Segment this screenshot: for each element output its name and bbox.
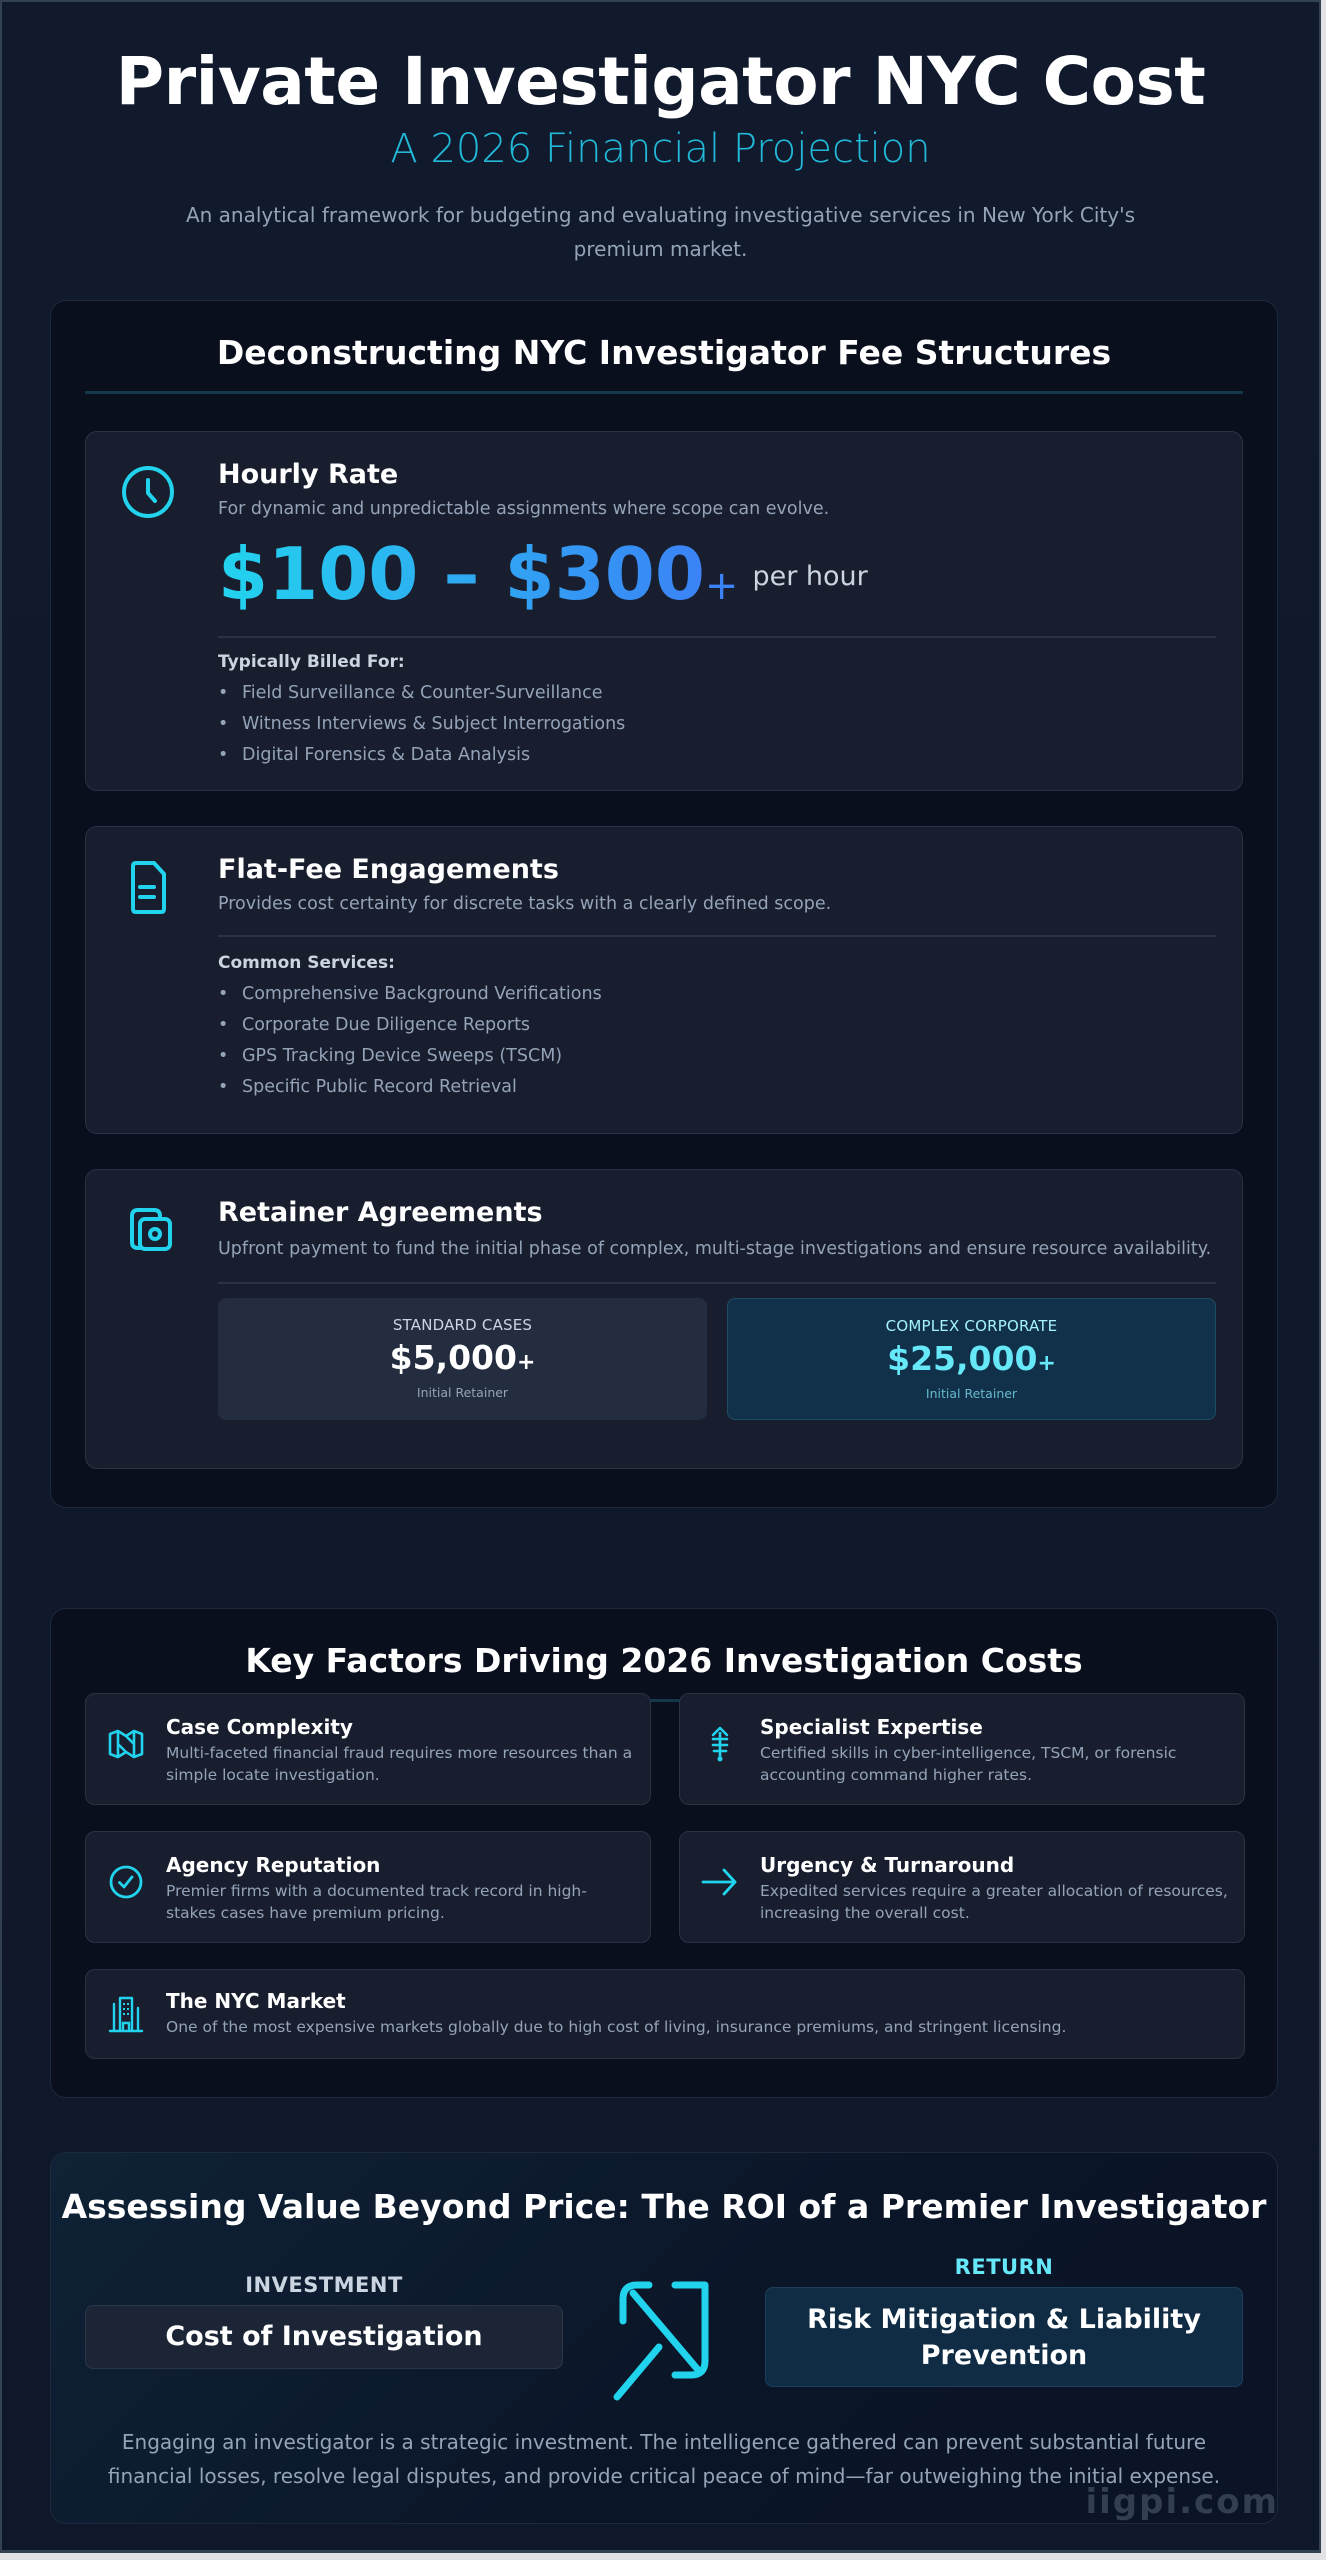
section-divider	[85, 391, 1243, 394]
factor-title: The NYC Market	[166, 1989, 346, 2013]
roi-section	[50, 2152, 1278, 2524]
watermark: iigpi.com	[1085, 2482, 1279, 2522]
page-subtitle: A 2026 Financial Projection	[390, 126, 931, 172]
tier-note: Initial Retainer	[416, 1385, 509, 1400]
arrow-right-icon	[700, 1862, 740, 1902]
factor-description: Certified skills in cyber-intelligence, TSCM, or forensic accounting command higher rates.	[760, 1744, 1177, 1784]
price-unit: per hour	[752, 561, 868, 592]
retainer-tiers	[218, 1298, 1216, 1422]
list-title: Typically Billed For:	[218, 652, 405, 672]
factor-title: Specialist Expertise	[760, 1715, 983, 1739]
price-plus: +	[704, 563, 739, 609]
factor-nyc-market	[85, 1969, 1245, 2059]
card-divider	[218, 636, 1216, 638]
clock-icon	[118, 462, 178, 522]
card-description: For dynamic and unpredictable assignments where scope can evolve.	[218, 499, 830, 519]
list-item: • Field Surveillance & Counter-Surveillance	[218, 678, 1216, 709]
card-description: Upfront payment to fund the initial phase of complex, multi-stage investigations and ensure resource availability.	[218, 1239, 1212, 1259]
intro-text: An analytical framework for budgeting and evaluating investigative services in New York City's premium market.	[185, 203, 1136, 261]
factor-description: Multi-faceted financial fraud requires more resources than a simple locate investigation.	[166, 1744, 633, 1784]
tier-amount	[218, 1338, 707, 1383]
section-title: Deconstructing NYC Investigator Fee Structures	[216, 333, 1112, 372]
tier-note: Initial Retainer	[925, 1386, 1018, 1401]
list-item: • Specific Public Record Retrieval	[218, 1072, 1216, 1103]
billed-for-list	[218, 678, 1216, 771]
list-item: • Witness Interviews & Subject Interrogations	[218, 709, 1216, 740]
factor-title: Case Complexity	[166, 1715, 353, 1739]
factor-description: One of the most expensive markets globally due to high cost of living, insurance premiums, and stringent licensing.	[166, 2018, 1067, 2036]
factor-urgency-turnaround	[679, 1831, 1245, 1943]
list-item: • Comprehensive Background Verifications	[218, 979, 1216, 1010]
page-title: Private Investigator NYC Cost	[115, 43, 1206, 120]
factor-agency-reputation	[85, 1831, 651, 1943]
factor-title: Urgency & Turnaround	[760, 1853, 1015, 1877]
return-box: Risk Mitigation & Liability Prevention	[765, 2287, 1243, 2387]
card-title: Flat-Fee Engagements	[218, 854, 559, 885]
closing-statement: Engaging an investigator is a strategic investment. The intelligence gathered can prevent substantial future financial losses, resolve legal disputes, and provide critical peace of mind—far outweighing the initial expense.	[107, 2430, 1221, 2488]
list-item: • Digital Forensics & Data Analysis	[218, 740, 1216, 771]
list-item: • Corporate Due Diligence Reports	[218, 1010, 1216, 1041]
card-divider	[218, 935, 1216, 937]
hourly-price	[218, 534, 1216, 626]
tier-amount-plus: +	[1037, 1351, 1056, 1376]
list-title: Common Services:	[218, 953, 395, 973]
tier-amount	[728, 1339, 1215, 1384]
tier-amount-value: $5,000	[389, 1338, 517, 1377]
map-icon	[106, 1724, 146, 1764]
card-description: Provides cost certainty for discrete tasks with a clearly defined scope.	[218, 894, 832, 914]
factor-description: Premier firms with a documented track record in high-stakes cases have premium pricing.	[166, 1882, 587, 1922]
card-title: Hourly Rate	[218, 459, 399, 490]
retainer-card	[85, 1169, 1243, 1469]
antenna-icon	[700, 1724, 740, 1764]
key-factors-section	[50, 1608, 1278, 2098]
factor-specialist-expertise	[679, 1693, 1245, 1805]
exchange-arrows-icon	[599, 2271, 729, 2401]
hero-header	[2, 2, 1319, 266]
building-icon	[106, 1994, 146, 2034]
card-title: Retainer Agreements	[218, 1197, 543, 1228]
retainer-tier-complex	[727, 1298, 1216, 1420]
tier-amount-plus: +	[516, 1350, 536, 1375]
tier-label: STANDARD CASES	[392, 1316, 533, 1334]
tier-label: COMPLEX CORPORATE	[885, 1317, 1058, 1335]
price-range: $100 – $300	[218, 532, 705, 616]
retainer-tier-standard	[218, 1298, 707, 1420]
section-title: Key Factors Driving 2026 Investigation Costs	[245, 1641, 1083, 1680]
document-icon	[118, 857, 178, 917]
common-services-list	[218, 979, 1216, 1103]
investment-box: Cost of Investigation	[85, 2305, 563, 2369]
factor-case-complexity	[85, 1693, 651, 1805]
return-label: RETURN	[954, 2255, 1054, 2279]
fee-structures-section	[50, 300, 1278, 1508]
factor-title: Agency Reputation	[166, 1853, 381, 1877]
section-title: Assessing Value Beyond Price: The ROI of a Premier Investigator	[61, 2187, 1267, 2226]
cash-icon	[118, 1204, 178, 1264]
flat-fee-card	[85, 826, 1243, 1134]
hourly-rate-card	[85, 431, 1243, 791]
factor-description: Expedited services require a greater allocation of resources, increasing the overall cost.	[760, 1882, 1228, 1922]
list-item: • GPS Tracking Device Sweeps (TSCM)	[218, 1041, 1216, 1072]
investment-label: INVESTMENT	[245, 2273, 403, 2297]
card-divider	[218, 1282, 1216, 1284]
tier-amount-value: $25,000	[887, 1339, 1038, 1378]
check-circle-icon	[106, 1862, 146, 1902]
